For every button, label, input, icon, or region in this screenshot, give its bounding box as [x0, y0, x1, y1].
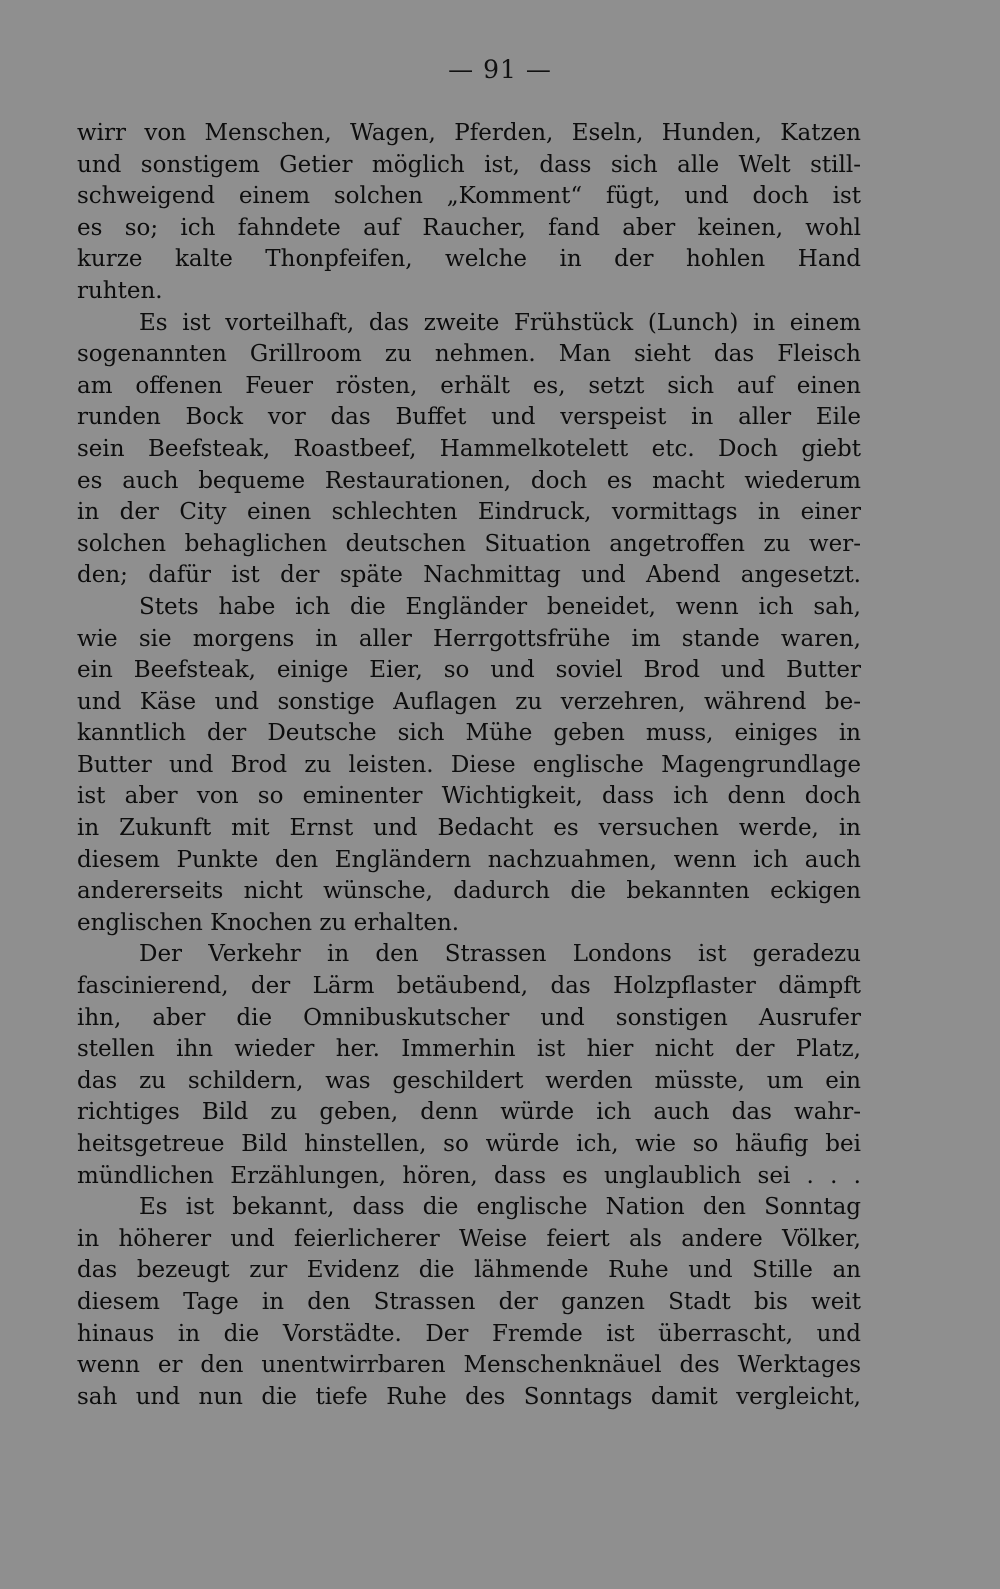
text-line: andererseits nicht wünsche, dadurch die bekannten eckigen: [77, 878, 861, 905]
text-line: runden Bock vor das Buffet und verspeist in aller Eile: [77, 404, 861, 431]
text-line: wenn er den unentwirrbaren Menschenknäuel des Werktages: [77, 1352, 861, 1379]
text-line: heitsgetreue Bild hinstellen, so würde ich, wie so häufig bei: [77, 1131, 861, 1157]
text-line: es so; ich fahndete auf Raucher, fand aber keinen, wohl: [77, 214, 861, 241]
text-line: kurze kalte Thonpfeifen, welche in der hohlen Hand: [77, 246, 861, 273]
text-line: Butter und Brod zu leisten. Diese englische Magengrundlage: [77, 751, 861, 778]
text-line: am offenen Feuer rösten, erhält es, setzt sich auf einen: [77, 372, 861, 399]
text-line: wirr von Menschen, Wagen, Pferden, Eseln, Hunden, Katzen: [77, 120, 861, 146]
text-line: das bezeugt zur Evidenz die lähmende Ruhe und Stille an: [77, 1257, 861, 1284]
text-line: in höherer und feierlicherer Weise feiert als andere Völker,: [77, 1225, 861, 1252]
text-line: und sonstigem Getier möglich ist, dass sich alle Welt still-: [77, 151, 861, 178]
text-line: sein Beefsteak, Roastbeef, Hammelkotelett etc. Doch giebt: [77, 435, 861, 462]
text-line: englischen Knochen zu erhalten.: [77, 909, 460, 936]
text-line: Stets habe ich die Engländer beneidet, wenn ich sah,: [139, 593, 861, 620]
text-line: stellen ihn wieder her. Immerhin ist hier nicht der Platz,: [77, 1036, 861, 1063]
text-line: es auch bequeme Restaurationen, doch es macht wiederum: [77, 467, 861, 494]
text-line: sah und nun die tiefe Ruhe des Sonntags damit vergleicht,: [77, 1383, 861, 1410]
text-line: und Käse und sonstige Auflagen zu verzehren, während be-: [77, 688, 861, 715]
text-line: das zu schildern, was geschildert werden müsste, um ein: [77, 1067, 861, 1094]
text-line: sogenannten Grillroom zu nehmen. Man sieht das Fleisch: [77, 341, 861, 368]
text-line: hinaus in die Vorstädte. Der Fremde ist überrascht, und: [77, 1320, 861, 1347]
body-text: [77, 118, 861, 1413]
text-line: ein Beefsteak, einige Eier, so und soviel Brod und Butter: [77, 657, 861, 684]
text-line: mündlichen Erzählungen, hören, dass es unglaublich sei . . .: [77, 1162, 861, 1189]
text-line: diesem Punkte den Engländern nachzuahmen, wenn ich auch: [77, 846, 861, 873]
text-line: Der Verkehr in den Strassen Londons ist geradezu: [139, 941, 861, 968]
text-line: diesem Tage in den Strassen der ganzen Stadt bis weit: [77, 1288, 861, 1315]
text-line: ist aber von so eminenter Wichtigkeit, dass ich denn doch: [77, 783, 861, 810]
text-line: ihn, aber die Omnibuskutscher und sonstigen Ausrufer: [77, 1004, 861, 1031]
text-line: Es ist vorteilhaft, das zweite Frühstück (Lunch) in einem: [139, 309, 861, 336]
text-line: in der City einen schlechten Eindruck, vormittags in einer: [77, 499, 861, 526]
text-line: schweigend einem solchen „Komment“ fügt, und doch ist: [77, 183, 861, 210]
text-line: kanntlich der Deutsche sich Mühe geben muss, einiges in: [77, 720, 861, 747]
text-line: Es ist bekannt, dass die englische Nation den Sonntag: [139, 1194, 861, 1221]
text-line: wie sie morgens in aller Herrgottsfrühe im stande waren,: [77, 625, 861, 652]
text-line: in Zukunft mit Ernst und Bedacht es versuchen werde, in: [77, 815, 861, 842]
page-number: — 91 —: [448, 55, 552, 84]
text-line: den; dafür ist der späte Nachmittag und Abend angesetzt.: [77, 562, 861, 589]
text-line: richtiges Bild zu geben, denn würde ich auch das wahr-: [77, 1099, 861, 1126]
text-line: solchen behaglichen deutschen Situation angetroffen zu wer-: [77, 530, 861, 557]
text-line: fascinierend, der Lärm betäubend, das Holzpflaster dämpft: [77, 973, 861, 1000]
text-line: ruhten.: [77, 277, 163, 304]
